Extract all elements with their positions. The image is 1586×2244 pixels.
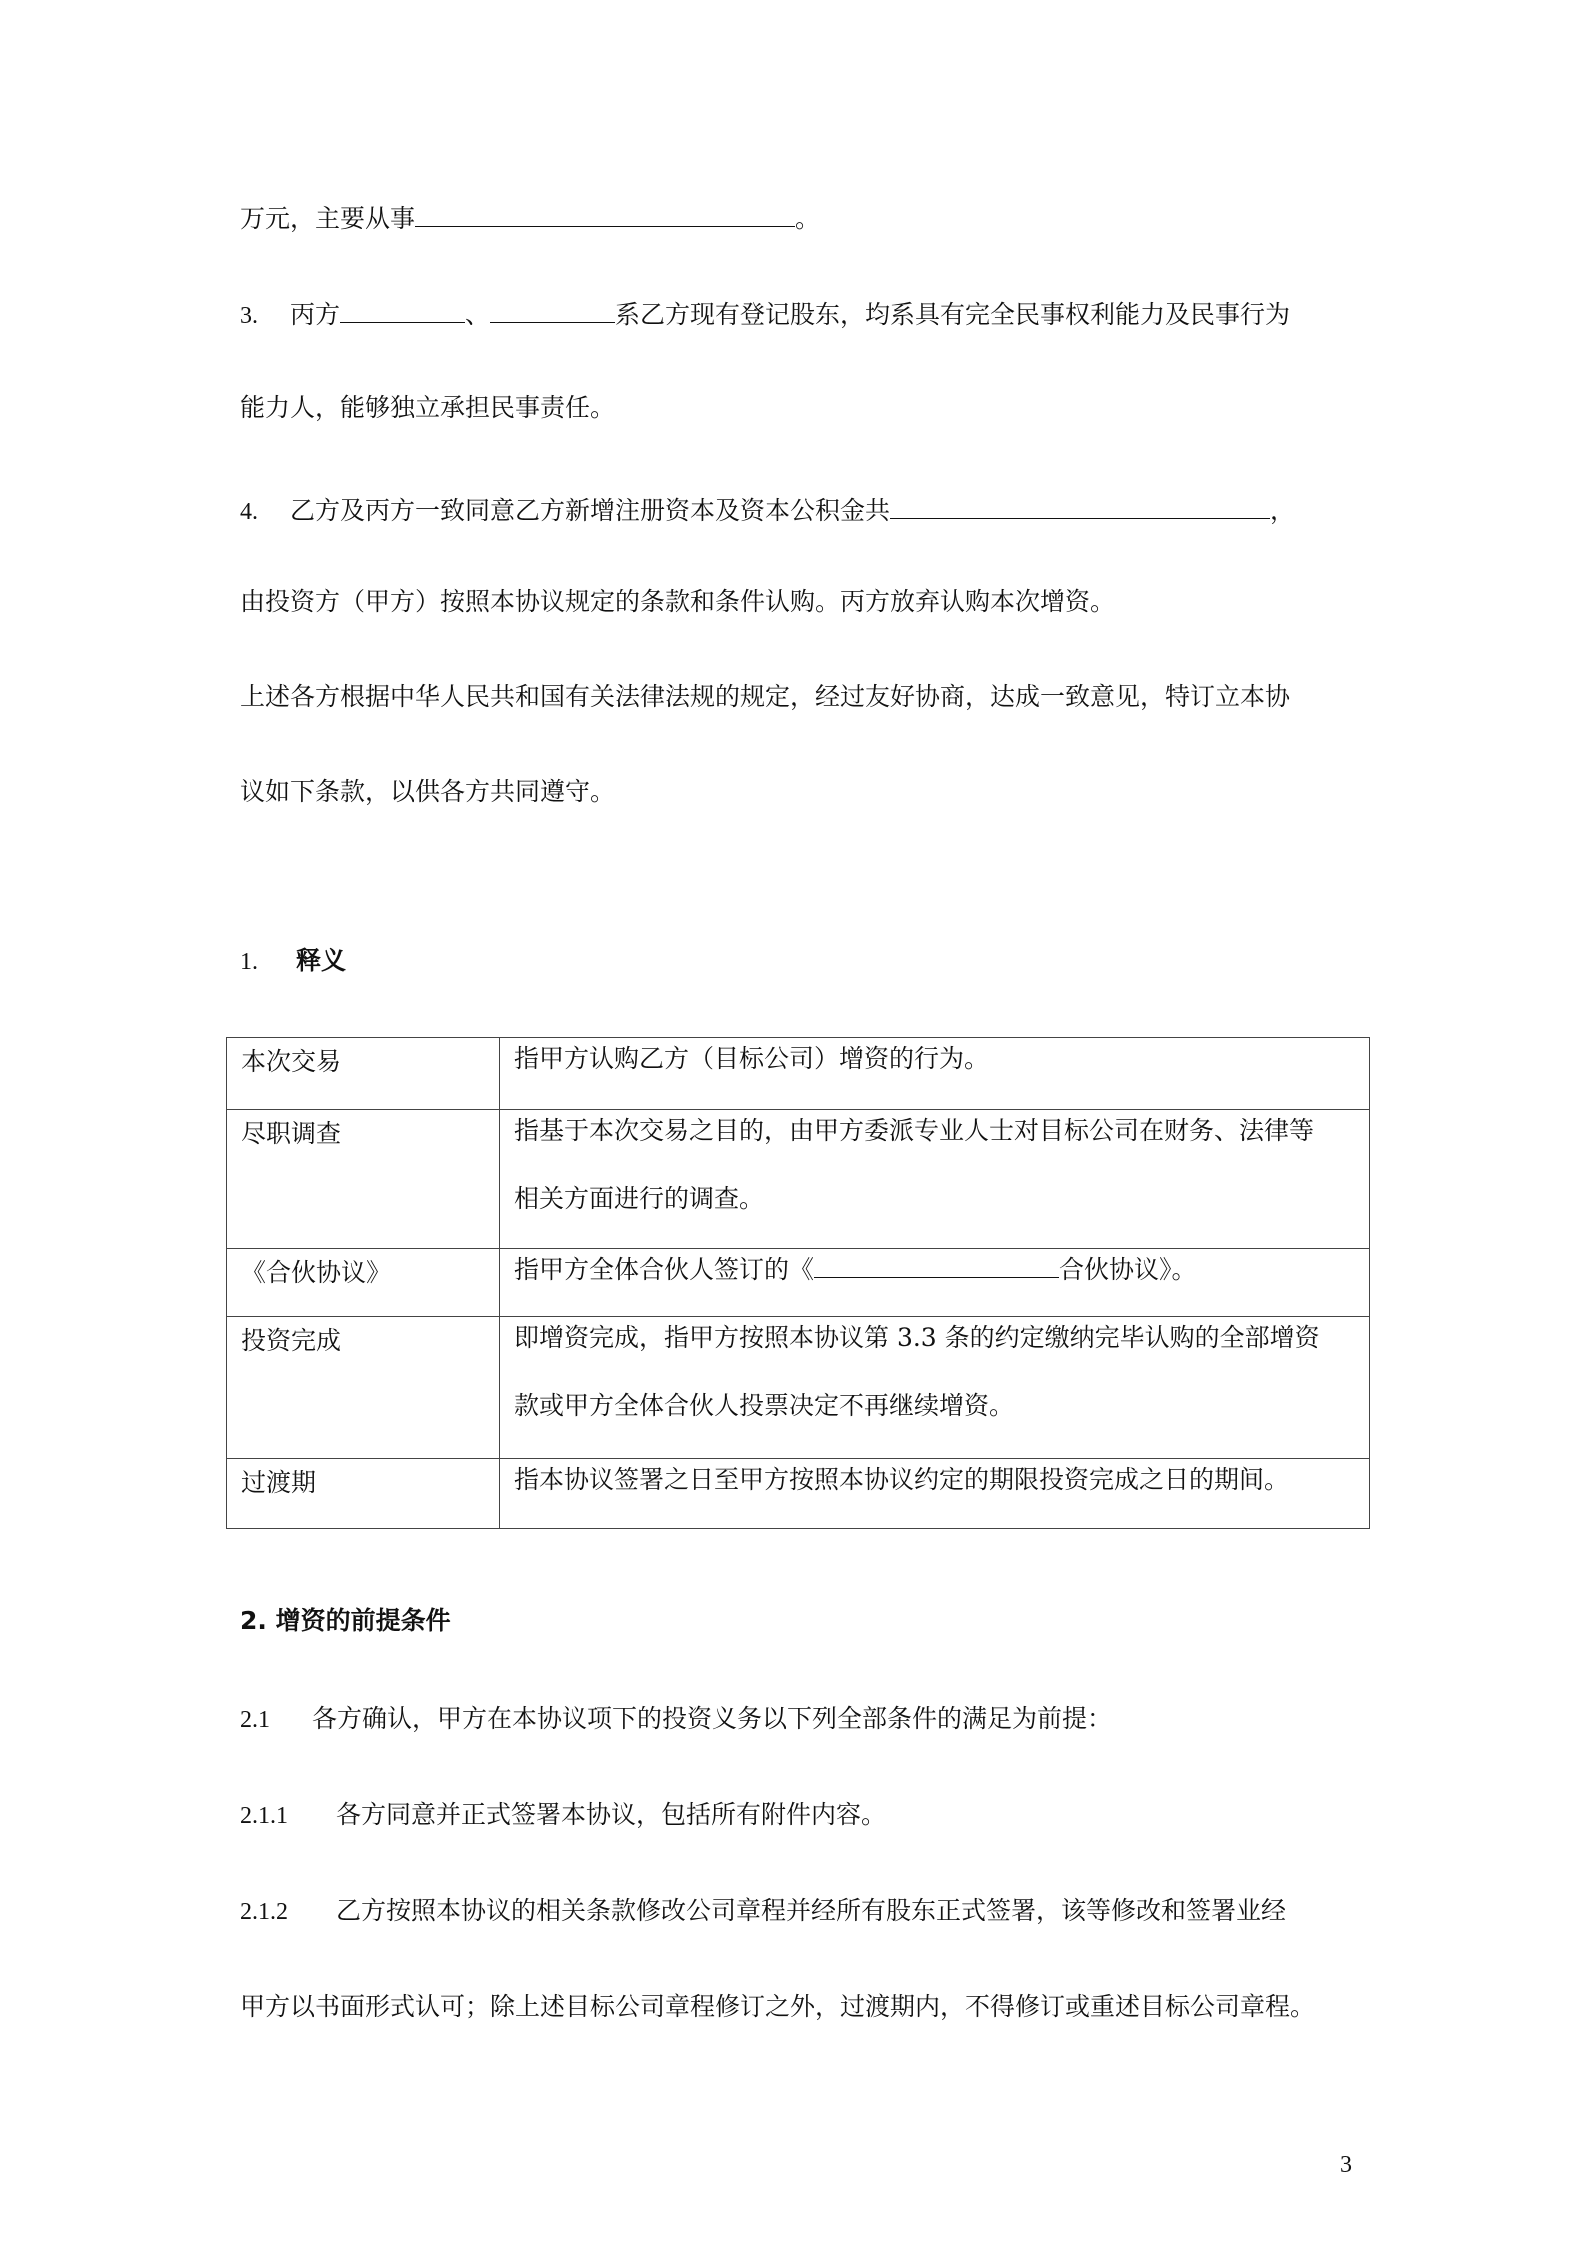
clause-text: 各方确认，甲方在本协议项下的投资义务以下列全部条件的满足为前提： [312,1704,1113,1733]
clause-text: 各方同意并正式签署本协议，包括所有附件内容。 [336,1800,887,1829]
definition-prefix: 指甲方全体合伙人签订的《 [514,1255,815,1284]
table-row [227,1249,1370,1317]
clause-2-1-1 [240,1798,886,1833]
item-3-cont: 能力人，能够独立承担民事责任。 [240,393,616,422]
period: 。 [795,204,821,233]
section-2-heading: 2. 增资的前提条件 [240,1606,451,1635]
clause-text: 乙方按照本协议的相关条款修改公司章程并经所有股东正式签署，该等修改和签署业经 [336,1896,1287,1925]
intro-line-capital [240,200,820,236]
term-cell: 尽职调查 [227,1110,500,1249]
item-number: 3. [240,303,258,329]
separator: 、 [465,300,491,329]
item-text: 系乙方现有登记股东，均系具有完全民事权利能力及民事行为 [615,300,1291,329]
clause-2-1-2 [240,1894,1286,1929]
table-row [227,1038,1370,1110]
fill-blank[interactable] [490,296,615,323]
section-number: 1. [240,949,258,975]
section-1-heading [240,944,346,979]
definitions-table [226,1037,1370,1529]
item-3 [240,296,1290,333]
clause-2-1-2-cont: 甲方以书面形式认可；除上述目标公司章程修订之外，过渡期内，不得修订或重述目标公司章程。 [240,1992,1316,2021]
definition-cell [500,1249,1370,1317]
definition-text: 指甲方认购乙方（目标公司）增资的行为。 [514,1044,990,1073]
item-text: 丙方 [290,300,341,329]
intro-text: 万元，主要从事 [240,204,416,233]
term-cell: 投资完成 [227,1317,500,1459]
clause-number: 2.1 [240,1707,270,1733]
definition-suffix: 合伙协议》。 [1059,1255,1197,1284]
fill-blank[interactable] [890,492,1270,519]
item-number: 4. [240,499,258,525]
clause-number: 2.1.2 [240,1899,288,1925]
fill-blank[interactable] [814,1253,1059,1278]
clause-number: 2.1.1 [240,1803,288,1829]
table-row [227,1459,1370,1529]
clause-2-1 [240,1702,1112,1737]
intro-paragraph-cont: 议如下条款，以供各方共同遵守。 [240,777,616,806]
definition-cell [500,1317,1370,1459]
term-cell: 过渡期 [227,1459,500,1529]
definition-text: 即增资完成，指甲方按照本协议第 3.3 条的约定缴纳完毕认购的全部增资 [514,1323,1320,1352]
item-4 [240,492,1295,529]
definition-cell [500,1459,1370,1529]
page-number: 3 [1340,2152,1352,2178]
term-cell: 《合伙协议》 [227,1249,500,1317]
comma: ， [1270,496,1296,525]
section-title: 释义 [296,946,347,975]
definition-cell [500,1110,1370,1249]
definition-text: 指本协议签署之日至甲方按照本协议约定的期限投资完成之日的期间。 [514,1465,1290,1494]
definition-text [514,1253,1369,1287]
definition-text: 相关方面进行的调查。 [514,1184,765,1213]
item-text: 乙方及丙方一致同意乙方新增注册资本及资本公积金共 [290,496,891,525]
table-row [227,1317,1370,1459]
term-cell: 本次交易 [227,1038,500,1110]
definition-cell [500,1038,1370,1110]
item-4-cont: 由投资方（甲方）按照本协议规定的条款和条件认购。丙方放弃认购本次增资。 [240,587,1116,616]
fill-blank[interactable] [415,200,795,227]
definition-text: 指基于本次交易之目的，由甲方委派专业人士对目标公司在财务、法律等 [514,1116,1315,1145]
table-row [227,1110,1370,1249]
fill-blank[interactable] [340,296,465,323]
definition-text: 款或甲方全体合伙人投票决定不再继续增资。 [514,1391,1015,1420]
intro-paragraph: 上述各方根据中华人民共和国有关法律法规的规定，经过友好协商，达成一致意见，特订立本协 [240,682,1291,711]
